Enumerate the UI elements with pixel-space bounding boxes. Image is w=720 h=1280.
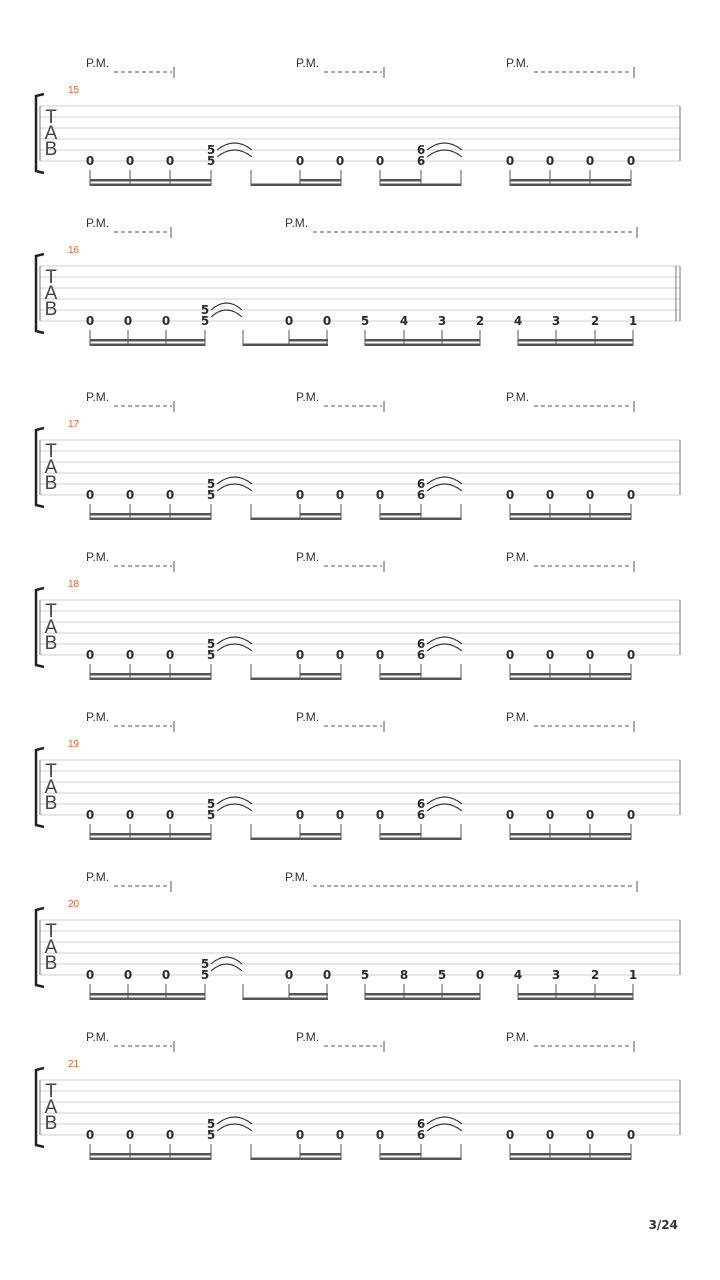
tie-arc xyxy=(217,637,252,644)
tab-note: 0 xyxy=(585,154,595,168)
tab-note: 5 xyxy=(200,957,210,971)
tab-note: 2 xyxy=(475,314,485,328)
tab-note: 0 xyxy=(125,1128,135,1142)
tab-clef-letter: B xyxy=(44,953,58,974)
tab-clef-letter: B xyxy=(44,139,58,160)
tab-system xyxy=(36,1030,680,1160)
tab-note: 0 xyxy=(284,314,294,328)
tab-note: 0 xyxy=(161,314,171,328)
palm-mute-marking xyxy=(86,550,174,572)
tab-note: 5 xyxy=(360,968,370,982)
beam-secondary xyxy=(90,339,205,342)
tab-clef-letter: B xyxy=(44,793,58,814)
palm-mute-marking xyxy=(285,870,637,892)
beam-secondary xyxy=(380,833,421,836)
tab-note: 0 xyxy=(125,648,135,662)
tab-note: 0 xyxy=(284,968,294,982)
beam xyxy=(90,998,205,1001)
tie-arc xyxy=(427,637,462,644)
tie-arc xyxy=(427,804,462,811)
tab-note: 5 xyxy=(206,1128,216,1142)
beam-secondary xyxy=(90,513,211,516)
beam-secondary xyxy=(380,513,421,516)
tab-note: 0 xyxy=(375,154,385,168)
palm-mute-label: P.M. xyxy=(506,550,530,564)
palm-mute-label: P.M. xyxy=(296,390,320,404)
tie-arc xyxy=(427,644,462,651)
tie-arc xyxy=(427,1117,462,1124)
tab-clef-letter: T xyxy=(45,441,57,462)
beam xyxy=(510,1158,631,1161)
tab-note: 0 xyxy=(165,154,175,168)
tab-note: 0 xyxy=(545,1128,555,1142)
tab-note: 0 xyxy=(375,808,385,822)
tab-clef-letter: A xyxy=(44,617,58,638)
tab-note: 6 xyxy=(416,808,426,822)
tab-note: 0 xyxy=(85,488,95,502)
tab-note: 0 xyxy=(585,488,595,502)
beam xyxy=(251,678,341,681)
tab-clef-letter: A xyxy=(44,1097,58,1118)
beam-secondary xyxy=(510,833,631,836)
tie-arc xyxy=(211,957,242,964)
beam-secondary xyxy=(90,993,205,996)
tab-note: 0 xyxy=(335,648,345,662)
tab-note: 5 xyxy=(360,314,370,328)
palm-mute-marking xyxy=(86,390,174,412)
tie-arc xyxy=(217,804,252,811)
beam xyxy=(380,838,461,841)
tab-note: 0 xyxy=(335,1128,345,1142)
tab-note: 0 xyxy=(125,488,135,502)
tab-note: 0 xyxy=(505,488,515,502)
beam-secondary xyxy=(300,513,341,516)
beam-secondary xyxy=(380,673,421,676)
tab-note: 1 xyxy=(628,314,638,328)
tab-note: 0 xyxy=(125,154,135,168)
beam-secondary xyxy=(510,513,631,516)
tie-arc xyxy=(427,797,462,804)
beam-secondary xyxy=(300,1153,341,1156)
tab-note: 5 xyxy=(206,637,216,651)
tab-note: 0 xyxy=(505,154,515,168)
tab-note: 0 xyxy=(85,968,95,982)
tab-note: 5 xyxy=(206,648,216,662)
palm-mute-label: P.M. xyxy=(86,216,110,230)
tab-clef-letter: T xyxy=(45,921,57,942)
tab-note: 0 xyxy=(626,488,636,502)
tab-note: 5 xyxy=(206,1117,216,1131)
tab-note: 0 xyxy=(165,1128,175,1142)
tab-note: 0 xyxy=(626,154,636,168)
palm-mute-marking xyxy=(296,56,384,78)
measure-number: 19 xyxy=(68,739,80,750)
tab-note: 5 xyxy=(200,303,210,317)
tab-note: 0 xyxy=(295,648,305,662)
tab-clef-letter: A xyxy=(44,937,58,958)
tie-arc xyxy=(427,484,462,491)
measure-number: 21 xyxy=(68,1059,80,1070)
tab-note: 4 xyxy=(513,314,523,328)
palm-mute-label: P.M. xyxy=(86,390,110,404)
beam-secondary xyxy=(365,339,480,342)
beam xyxy=(518,344,633,347)
palm-mute-label: P.M. xyxy=(86,550,110,564)
beam xyxy=(90,344,205,347)
tab-note: 0 xyxy=(335,488,345,502)
beam-secondary xyxy=(300,179,341,182)
beam xyxy=(90,1158,211,1161)
palm-mute-marking xyxy=(86,870,171,892)
tie-arc xyxy=(427,150,462,157)
tab-clef-letter: T xyxy=(45,267,57,288)
palm-mute-marking xyxy=(86,710,174,732)
palm-mute-label: P.M. xyxy=(296,56,320,70)
beam xyxy=(243,998,328,1001)
tab-note: 0 xyxy=(125,808,135,822)
tab-note: 0 xyxy=(505,808,515,822)
palm-mute-label: P.M. xyxy=(86,56,110,70)
measure-number: 17 xyxy=(68,419,80,430)
tab-note: 0 xyxy=(545,808,555,822)
palm-mute-marking xyxy=(296,1030,384,1052)
tab-note: 5 xyxy=(206,797,216,811)
tie-arc xyxy=(211,303,242,310)
page-number: 3/24 xyxy=(648,1218,678,1232)
tab-note: 2 xyxy=(590,968,600,982)
tab-note: 0 xyxy=(545,154,555,168)
tab-note: 0 xyxy=(295,488,305,502)
beam-secondary xyxy=(380,179,421,182)
tab-system xyxy=(36,56,680,186)
tab-clef-letter: T xyxy=(45,107,57,128)
tie-arc xyxy=(217,143,252,150)
palm-mute-marking xyxy=(86,1030,174,1052)
tab-note: 0 xyxy=(585,1128,595,1142)
beam xyxy=(90,518,211,521)
tie-arc xyxy=(217,1124,252,1131)
beam-secondary xyxy=(518,339,633,342)
tab-note: 3 xyxy=(551,968,561,982)
tab-note: 4 xyxy=(513,968,523,982)
tab-note: 5 xyxy=(206,488,216,502)
tie-arc xyxy=(211,964,242,971)
tab-note: 5 xyxy=(206,808,216,822)
measure-number: 15 xyxy=(68,85,80,96)
beam-secondary xyxy=(300,673,341,676)
beam xyxy=(510,838,631,841)
tab-clef-letter: T xyxy=(45,761,57,782)
palm-mute-label: P.M. xyxy=(86,710,110,724)
palm-mute-marking xyxy=(285,216,637,238)
tab-note: 0 xyxy=(165,648,175,662)
tab-note: 0 xyxy=(165,488,175,502)
tab-note: 0 xyxy=(295,154,305,168)
palm-mute-marking xyxy=(296,390,384,412)
tab-note: 6 xyxy=(416,637,426,651)
beam xyxy=(251,184,341,187)
palm-mute-marking xyxy=(296,710,384,732)
tab-note: 0 xyxy=(335,154,345,168)
tie-arc xyxy=(217,797,252,804)
beam xyxy=(380,518,461,521)
beam-secondary xyxy=(510,1153,631,1156)
beam xyxy=(510,678,631,681)
tab-note: 0 xyxy=(505,648,515,662)
tab-note: 5 xyxy=(206,477,216,491)
beam xyxy=(90,838,211,841)
beam xyxy=(251,1158,341,1161)
palm-mute-marking xyxy=(86,56,174,78)
tab-note: 0 xyxy=(375,1128,385,1142)
beam xyxy=(510,184,631,187)
beam-secondary xyxy=(300,833,341,836)
palm-mute-label: P.M. xyxy=(296,710,320,724)
tab-note: 0 xyxy=(545,488,555,502)
tab-note: 0 xyxy=(322,968,332,982)
tab-note: 6 xyxy=(416,797,426,811)
palm-mute-marking xyxy=(506,390,634,412)
tie-arc xyxy=(211,310,242,317)
tab-note: 0 xyxy=(322,314,332,328)
palm-mute-label: P.M. xyxy=(86,870,110,884)
tab-clef-letter: T xyxy=(45,1081,57,1102)
tab-system xyxy=(36,216,680,346)
tab-note: 0 xyxy=(295,808,305,822)
beam-secondary xyxy=(365,993,480,996)
tab-note: 6 xyxy=(416,488,426,502)
tab-note: 0 xyxy=(85,808,95,822)
beam-secondary xyxy=(518,993,633,996)
tab-clef-letter: B xyxy=(44,473,58,494)
tab-note: 0 xyxy=(335,808,345,822)
measure-number: 18 xyxy=(68,579,80,590)
tab-note: 0 xyxy=(85,1128,95,1142)
tab-note: 3 xyxy=(437,314,447,328)
tab-clef-letter: A xyxy=(44,123,58,144)
tab-note: 8 xyxy=(399,968,409,982)
beam xyxy=(90,678,211,681)
tab-system xyxy=(36,710,680,840)
beam xyxy=(251,518,341,521)
tab-note: 0 xyxy=(161,968,171,982)
tab-note: 0 xyxy=(123,968,133,982)
beam-secondary xyxy=(90,1153,211,1156)
beam xyxy=(518,998,633,1001)
palm-mute-marking xyxy=(86,216,171,238)
beam-secondary xyxy=(510,673,631,676)
tab-note: 0 xyxy=(295,1128,305,1142)
tab-system xyxy=(36,390,680,520)
palm-mute-label: P.M. xyxy=(506,56,530,70)
tab-note: 6 xyxy=(416,154,426,168)
tab-note: 0 xyxy=(626,808,636,822)
tab-note: 0 xyxy=(626,648,636,662)
tab-note: 2 xyxy=(590,314,600,328)
tab-note: 0 xyxy=(585,808,595,822)
beam-secondary xyxy=(380,1153,421,1156)
tab-note: 0 xyxy=(165,808,175,822)
beam xyxy=(365,344,480,347)
tab-note: 5 xyxy=(200,968,210,982)
tie-arc xyxy=(217,477,252,484)
beam xyxy=(251,838,341,841)
tab-note: 0 xyxy=(85,648,95,662)
tab-note: 0 xyxy=(375,648,385,662)
beam xyxy=(365,998,480,1001)
tab-note: 0 xyxy=(505,1128,515,1142)
palm-mute-marking xyxy=(506,1030,634,1052)
tab-note: 6 xyxy=(416,1117,426,1131)
palm-mute-label: P.M. xyxy=(285,870,309,884)
tie-arc xyxy=(427,143,462,150)
beam-secondary xyxy=(289,993,328,996)
tie-arc xyxy=(217,150,252,157)
palm-mute-marking xyxy=(506,56,634,78)
tab-clef-letter: B xyxy=(44,633,58,654)
palm-mute-label: P.M. xyxy=(506,710,530,724)
tab-clef-letter: T xyxy=(45,601,57,622)
beam-secondary xyxy=(90,833,211,836)
tab-note: 0 xyxy=(585,648,595,662)
palm-mute-label: P.M. xyxy=(506,1030,530,1044)
tab-note: 0 xyxy=(123,314,133,328)
tab-note: 0 xyxy=(545,648,555,662)
tab-clef-letter: B xyxy=(44,1113,58,1134)
palm-mute-marking xyxy=(506,710,634,732)
tab-note: 6 xyxy=(416,1128,426,1142)
measure-number: 16 xyxy=(68,245,80,256)
palm-mute-label: P.M. xyxy=(296,550,320,564)
palm-mute-label: P.M. xyxy=(86,1030,110,1044)
tie-arc xyxy=(427,1124,462,1131)
beam xyxy=(90,184,211,187)
beam xyxy=(380,678,461,681)
tab-system xyxy=(36,870,680,1000)
tie-arc xyxy=(217,644,252,651)
beam xyxy=(243,344,328,347)
beam-secondary xyxy=(510,179,631,182)
beam-secondary xyxy=(90,179,211,182)
tab-note: 6 xyxy=(416,143,426,157)
beam-secondary xyxy=(289,339,328,342)
tie-arc xyxy=(217,1117,252,1124)
tab-note: 5 xyxy=(200,314,210,328)
beam xyxy=(510,518,631,521)
tab-system xyxy=(36,550,680,680)
beam-secondary xyxy=(90,673,211,676)
palm-mute-label: P.M. xyxy=(296,1030,320,1044)
tab-note: 0 xyxy=(626,1128,636,1142)
tab-clef-letter: A xyxy=(44,457,58,478)
tab-note: 0 xyxy=(475,968,485,982)
tie-arc xyxy=(217,484,252,491)
tab-note: 0 xyxy=(85,154,95,168)
beam xyxy=(380,1158,461,1161)
beam xyxy=(380,184,461,187)
tab-clef-letter: B xyxy=(44,299,58,320)
palm-mute-marking xyxy=(296,550,384,572)
tab-note: 5 xyxy=(206,143,216,157)
tab-note: 5 xyxy=(206,154,216,168)
tab-note: 3 xyxy=(551,314,561,328)
tab-note: 1 xyxy=(628,968,638,982)
palm-mute-label: P.M. xyxy=(285,216,309,230)
tab-note: 6 xyxy=(416,477,426,491)
tab-clef-letter: A xyxy=(44,283,58,304)
tab-note: 0 xyxy=(375,488,385,502)
tab-note: 0 xyxy=(85,314,95,328)
palm-mute-marking xyxy=(506,550,634,572)
tab-note: 5 xyxy=(437,968,447,982)
palm-mute-label: P.M. xyxy=(506,390,530,404)
tab-note: 6 xyxy=(416,648,426,662)
tab-clef-letter: A xyxy=(44,777,58,798)
tab-note: 4 xyxy=(399,314,409,328)
tie-arc xyxy=(427,477,462,484)
measure-number: 20 xyxy=(68,899,80,910)
